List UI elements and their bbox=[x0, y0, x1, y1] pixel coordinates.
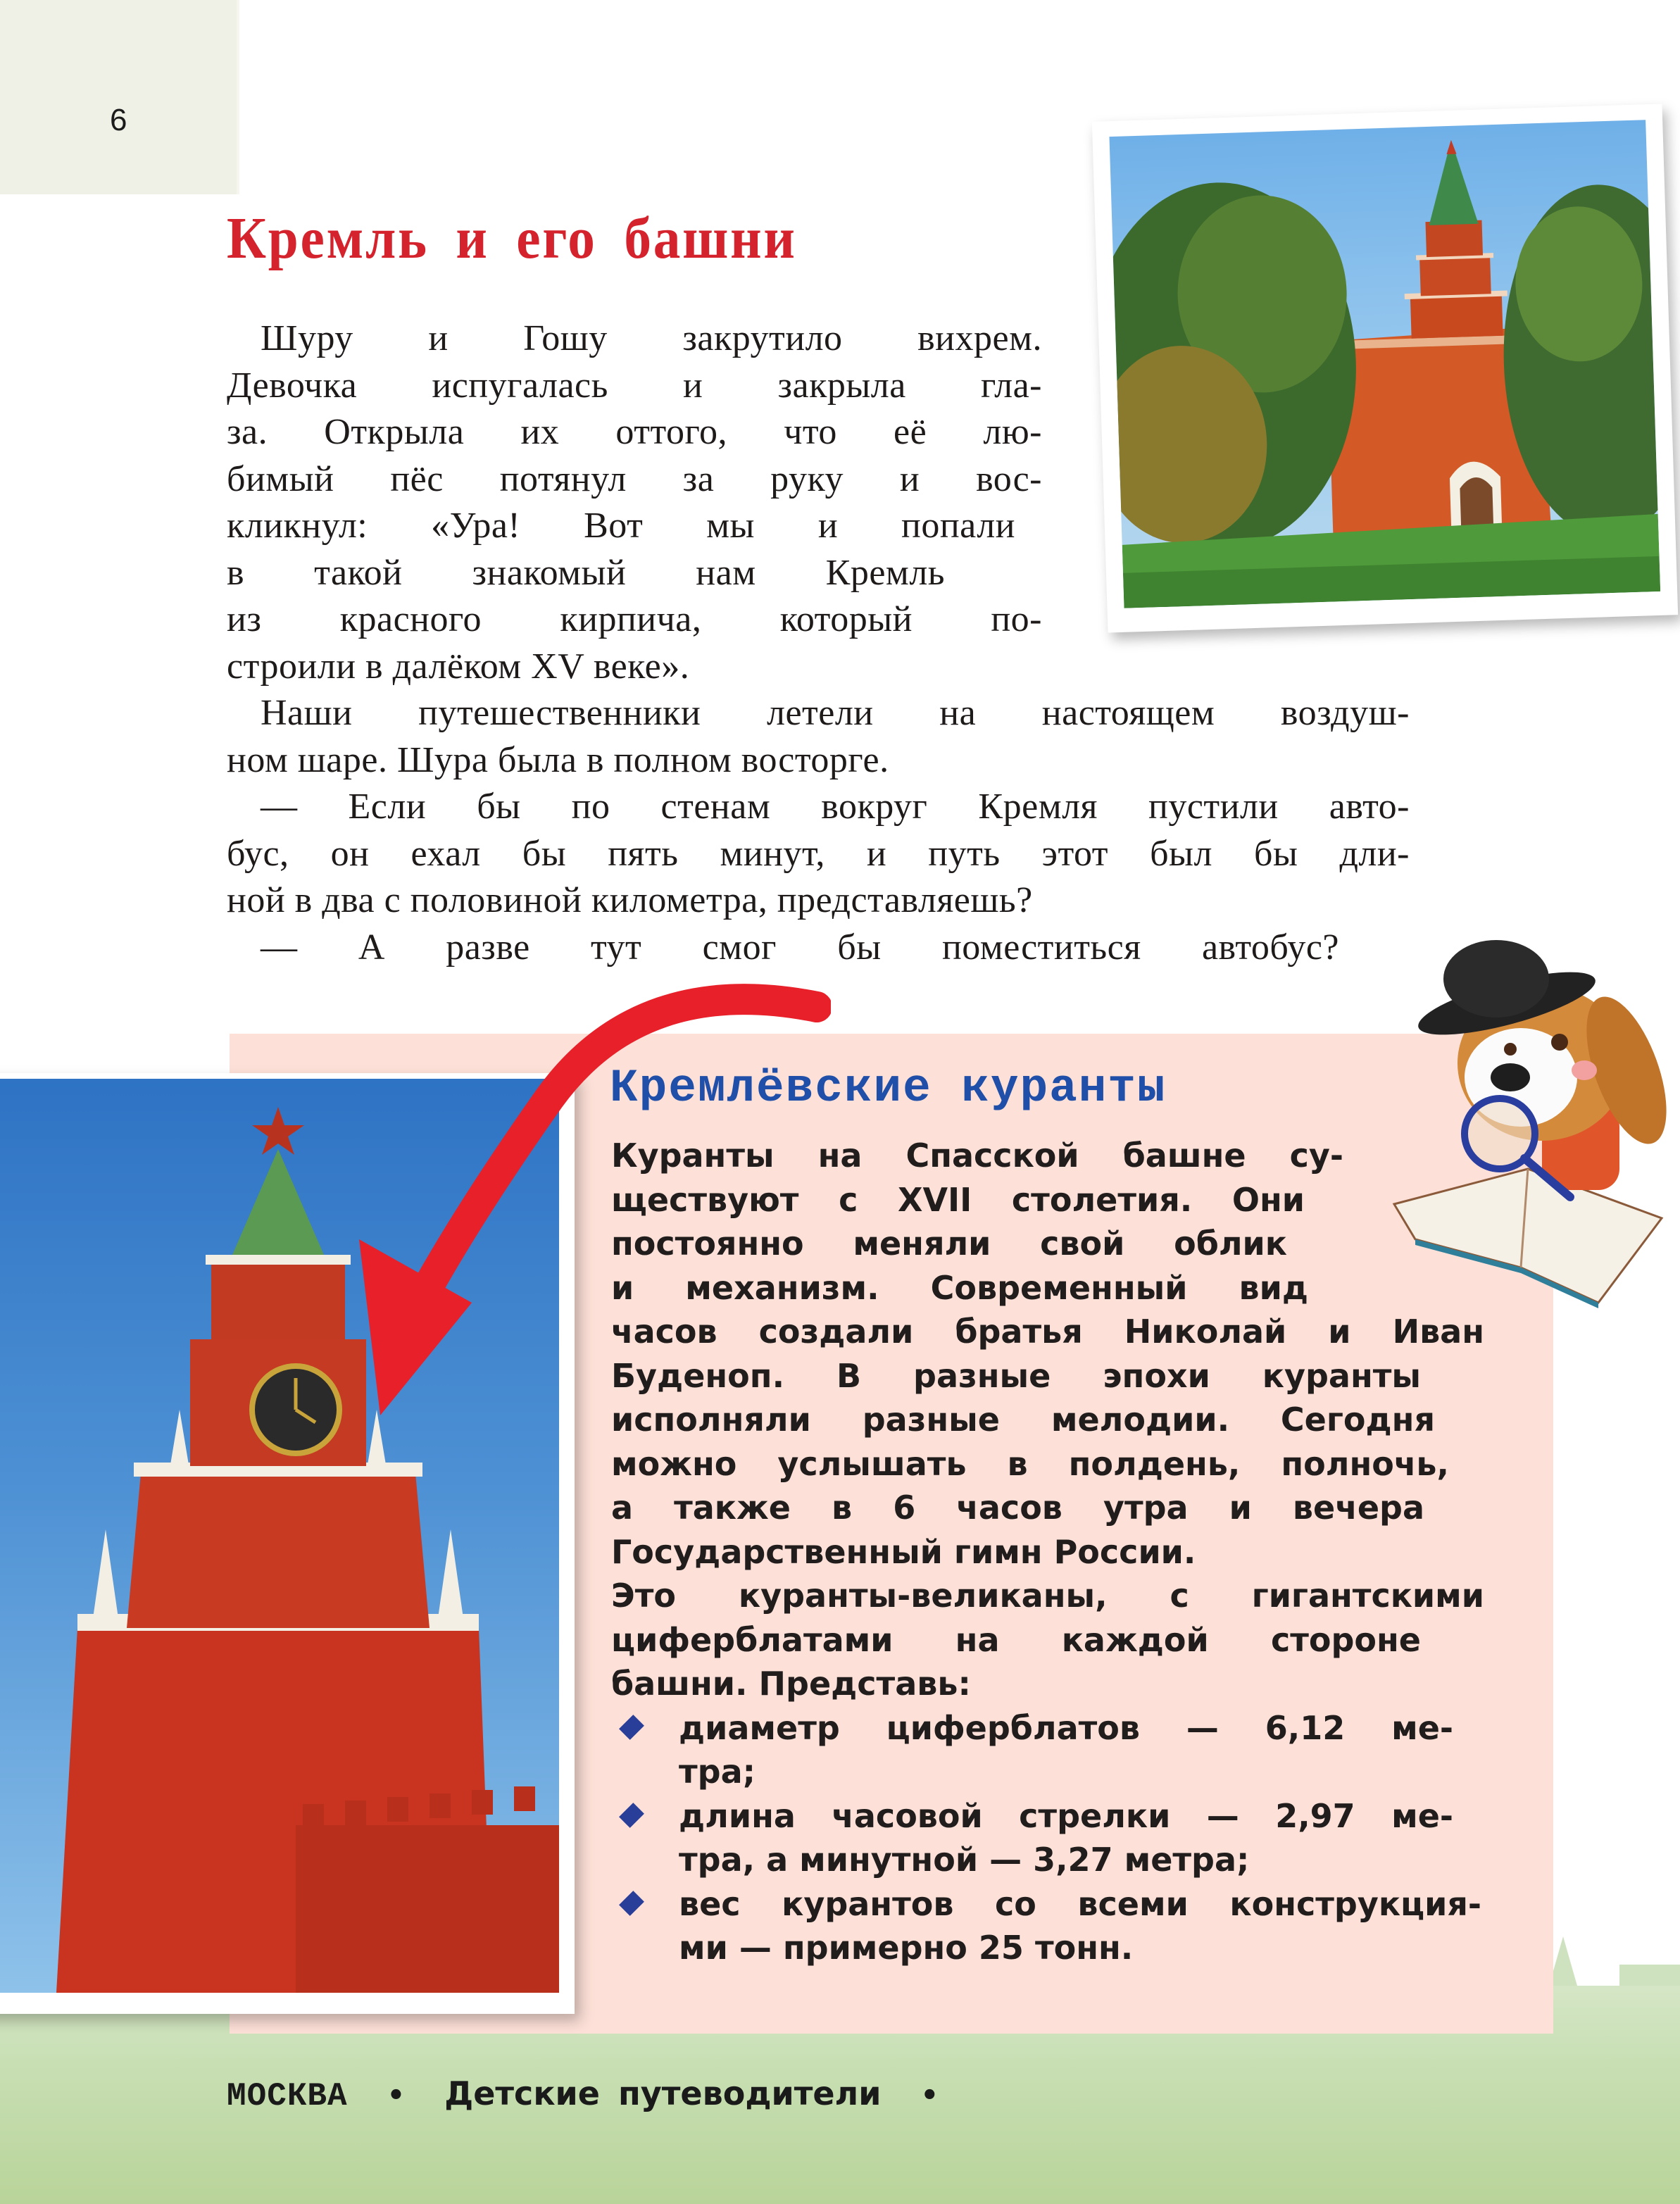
fact-item bbox=[611, 1794, 1484, 1882]
info-line: Это куранты-великаны, с гигантскими bbox=[611, 1577, 1484, 1615]
story-line: в такой знакомый нам Кремль bbox=[227, 552, 945, 593]
footer-brand: МОСКВА bbox=[227, 2078, 348, 2115]
fact-item bbox=[611, 1706, 1484, 1794]
info-line: а также в 6 часов утра и вечера bbox=[611, 1489, 1424, 1527]
info-line: башни. Представь: bbox=[611, 1665, 971, 1703]
diamond-bullet-icon bbox=[619, 1803, 644, 1828]
story-line: Девочка испугалась и закрыла гла- bbox=[227, 365, 1042, 406]
footer-series-title: Детские путеводители bbox=[444, 2074, 882, 2112]
story-line: бимый пёс потянул за руку и вос- bbox=[227, 458, 1042, 499]
info-line: Государственный гимн России. bbox=[611, 1532, 1196, 1571]
story-line: — А разве тут смог бы поместиться автобус? bbox=[261, 927, 1339, 968]
info-line: Куранты на Спасской башне су- bbox=[611, 1137, 1343, 1175]
story-line: бус, он ехал бы пять минут, и путь этот был бы дли- bbox=[227, 833, 1410, 874]
story-line: ной в два с половиной километра, представляешь? bbox=[227, 880, 1033, 920]
page-number: 6 bbox=[110, 103, 127, 137]
info-box-body bbox=[611, 1134, 1484, 1970]
story-line: строили в далёком XV веке». bbox=[227, 646, 690, 687]
info-line: можно услышать в полдень, полночь, bbox=[611, 1444, 1449, 1483]
facts-list bbox=[611, 1706, 1484, 1970]
story-line: из красного кирпича, который по- bbox=[227, 599, 1042, 639]
info-line: исполняли разные мелодии. Сегодня bbox=[611, 1401, 1435, 1439]
fact-item bbox=[611, 1882, 1484, 1970]
chapter-title: Кремль и его башни bbox=[227, 206, 797, 271]
diamond-bullet-icon bbox=[619, 1891, 644, 1916]
fact-line: тра, а минутной — 3,27 метра; bbox=[679, 1841, 1250, 1879]
fact-line: тра; bbox=[679, 1753, 756, 1791]
page-number-tab bbox=[0, 0, 239, 194]
info-line: циферблатами на каждой стороне bbox=[611, 1620, 1421, 1659]
info-line: постоянно меняли свой облик bbox=[611, 1225, 1287, 1263]
footer-separator: • bbox=[920, 2079, 939, 2112]
info-box-title: Кремлёвские куранты bbox=[610, 1062, 1167, 1115]
story-text bbox=[227, 315, 1508, 971]
detective-dog-illustration-icon bbox=[1366, 937, 1676, 1317]
footer bbox=[227, 2074, 939, 2115]
info-line: ществуют с XVII столетия. Они bbox=[611, 1180, 1305, 1219]
fact-line: длина часовой стрелки — 2,97 ме- bbox=[679, 1796, 1453, 1835]
footer-separator: • bbox=[387, 2079, 406, 2112]
diamond-bullet-icon bbox=[619, 1715, 644, 1740]
info-line: и механизм. Современный вид bbox=[611, 1268, 1308, 1307]
fact-line: вес курантов со всеми конструкция- bbox=[679, 1884, 1481, 1923]
info-line: часов создали братья Николай и Иван bbox=[611, 1313, 1484, 1351]
story-line: — Если бы по стенам вокруг Кремля пустили авто- bbox=[261, 787, 1410, 827]
story-line: кликнул: «Ура! Вот мы и попали bbox=[227, 506, 1015, 546]
story-line: за. Открыла их оттого, что её лю- bbox=[227, 412, 1042, 452]
fact-line: ми — примерно 25 тонн. bbox=[679, 1929, 1134, 1967]
story-line: Шуру и Гошу закрутило вихрем. bbox=[261, 318, 1042, 358]
info-line: Буденоп. В разные эпохи куранты bbox=[611, 1356, 1421, 1395]
story-line: ном шаре. Шура была в полном восторге. bbox=[227, 739, 889, 780]
story-line: Наши путешественники летели на настоящем воздуш- bbox=[261, 693, 1410, 733]
fact-line: диаметр циферблатов — 6,12 ме- bbox=[679, 1708, 1453, 1747]
